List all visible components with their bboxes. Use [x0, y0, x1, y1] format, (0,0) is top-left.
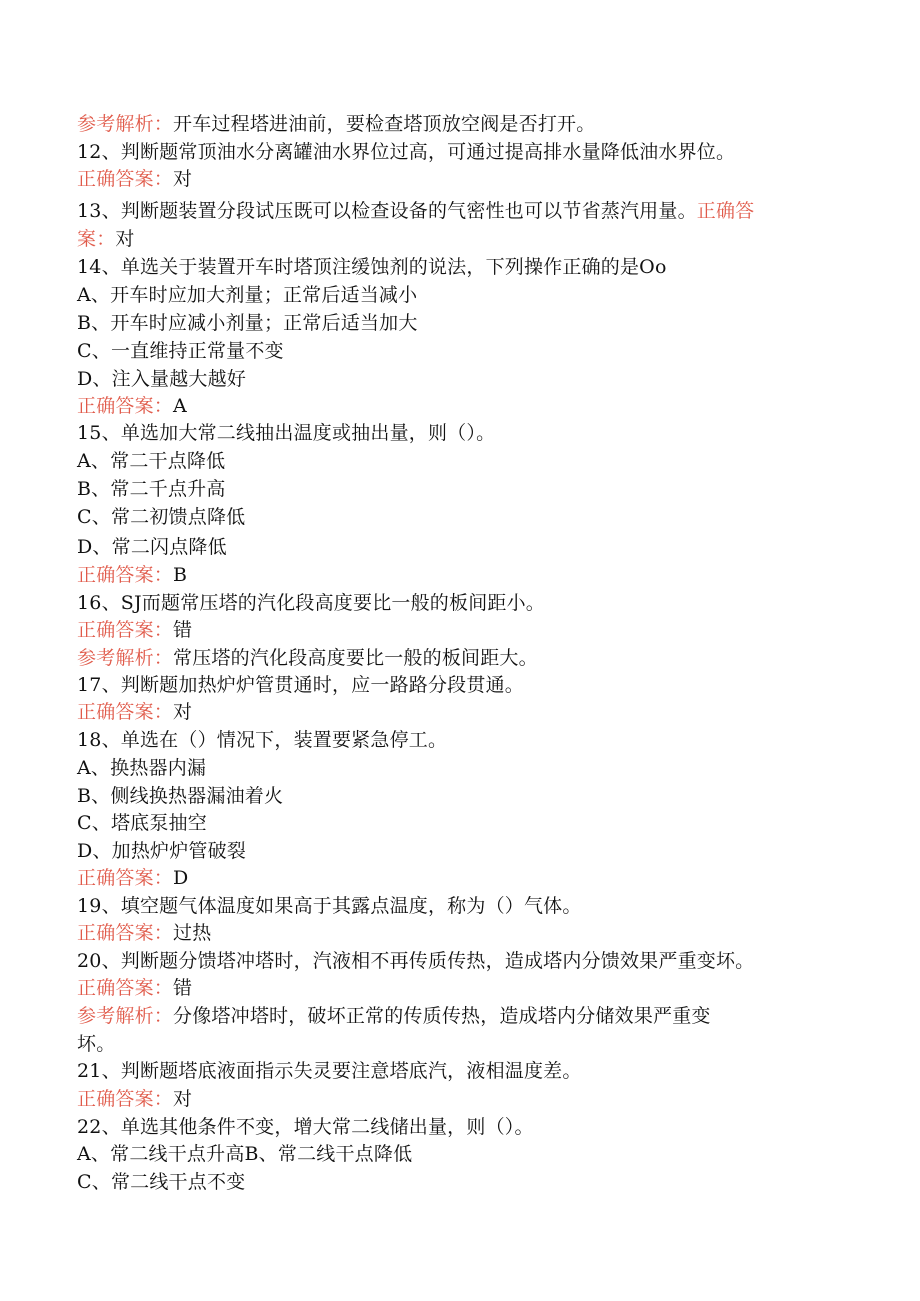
- answer-line: [77, 167, 192, 191]
- option-text: A、常二干点降低: [77, 450, 226, 472]
- option-text: C、常二初馈点降低: [77, 506, 246, 528]
- option-ab: [77, 1142, 412, 1166]
- answer-text: 过热: [173, 922, 212, 944]
- answer-text: A: [173, 395, 187, 417]
- question-text: 22、单选其他条件不变，增大常二线储出量，则（）。: [77, 1116, 534, 1138]
- answer-line: [77, 700, 192, 724]
- option-c: [77, 1170, 245, 1194]
- answer-line: [77, 866, 188, 890]
- option-d: [77, 839, 246, 863]
- question-21: [77, 1059, 582, 1083]
- answer-text: 对: [173, 168, 193, 190]
- label-correct-answer: 正确答案：: [77, 922, 174, 944]
- option-a: [77, 756, 206, 780]
- label-correct-answer: 正确答案：: [77, 867, 174, 889]
- explanation-line: [77, 112, 595, 136]
- label-correct-answer: 正确答案：: [77, 977, 174, 999]
- label-correct-answer-part1: 正确答: [696, 200, 755, 222]
- question-16: [77, 591, 545, 615]
- question-text: 18、单选在（）情况下，装置要紧急停工。: [77, 729, 448, 751]
- option-text: A、常二线干点升高B、常二线干点降低: [77, 1143, 413, 1165]
- question-14: [77, 255, 667, 279]
- explanation-line: [77, 646, 538, 670]
- question-text: 15、单选加大常二线抽出温度或抽出量，则（）。: [77, 422, 496, 444]
- answer-line: [77, 227, 135, 251]
- answer-text: 对: [115, 228, 135, 250]
- question-text: 19、填空题气体温度如果高于其露点温度，称为（）气体。: [77, 895, 582, 917]
- question-text: 13、判断题装置分段试压既可以检查设备的气密性也可以节省蒸汽用量。: [77, 200, 697, 222]
- question-text: 20、判断题分馈塔冲塔时，汽液相不再传质传热，造成塔内分馈效果严重变坏。: [77, 950, 755, 972]
- question-18: [77, 728, 447, 752]
- option-text: A、换热器内漏: [77, 757, 207, 779]
- option-text: D、常二闪点降低: [77, 536, 227, 558]
- answer-text: 对: [173, 701, 193, 723]
- option-text: D、注入量越大越好: [77, 368, 247, 390]
- label-reference-analysis: 参考解析：: [77, 1005, 174, 1027]
- explanation-text: 常压塔的汽化段高度要比一般的板间距大。: [173, 647, 538, 669]
- answer-line: [77, 1087, 192, 1111]
- answer-line: [77, 394, 187, 418]
- answer-text: 错: [173, 619, 193, 641]
- option-c: [77, 339, 284, 363]
- explanation-text: 分像塔冲塔时，破坏正常的传质传热，造成塔内分储效果严重变: [173, 1005, 711, 1027]
- explanation-text: 坏。: [77, 1033, 116, 1055]
- question-15: [77, 421, 495, 445]
- option-b: [77, 477, 226, 501]
- option-text: C、常二线干点不变: [77, 1171, 246, 1193]
- question-text: 21、判断题塔底液面指示失灵要注意塔底汽，液相温度差。: [77, 1060, 582, 1082]
- option-text: A、开车时应加大剂量；正常后适当减小: [77, 284, 418, 306]
- answer-line: [77, 921, 211, 945]
- answer-line: [77, 563, 187, 587]
- question-19: [77, 894, 582, 918]
- option-d: [77, 535, 227, 559]
- explanation-line: [77, 1004, 711, 1028]
- answer-text: D: [173, 867, 189, 889]
- question-17: [77, 673, 524, 697]
- option-c: [77, 505, 245, 529]
- option-c: [77, 811, 207, 835]
- explanation-continued: [77, 1032, 115, 1056]
- label-correct-answer: 正确答案：: [77, 619, 174, 641]
- option-text: D、加热炉炉管破裂: [77, 840, 247, 862]
- question-20: [77, 949, 754, 973]
- label-correct-answer-part2: 案：: [77, 228, 116, 250]
- option-text: B、侧线换热器漏油着火: [77, 785, 284, 807]
- label-correct-answer: 正确答案：: [77, 395, 174, 417]
- answer-text: B: [173, 564, 188, 586]
- option-a: [77, 283, 417, 307]
- question-text: 14、单选关于装置开车时塔顶注缓蚀剂的说法，下列操作正确的是Oo: [77, 256, 667, 278]
- label-correct-answer: 正确答案：: [77, 168, 174, 190]
- option-d: [77, 367, 246, 391]
- question-13: [77, 199, 754, 223]
- answer-line: [77, 976, 192, 1000]
- label-reference-analysis: 参考解析：: [77, 647, 174, 669]
- option-text: B、开车时应减小剂量；正常后适当加大: [77, 312, 418, 334]
- question-12: [77, 140, 735, 164]
- label-correct-answer: 正确答案：: [77, 1088, 174, 1110]
- option-b: [77, 784, 283, 808]
- label-correct-answer: 正确答案：: [77, 564, 174, 586]
- explanation-text: 开车过程塔进油前，要检查塔顶放空阀是否打开。: [173, 113, 596, 135]
- label-correct-answer: 正确答案：: [77, 701, 174, 723]
- option-text: C、塔底泵抽空: [77, 812, 207, 834]
- label-reference-analysis: 参考解析：: [77, 113, 174, 135]
- question-text: 17、判断题加热炉炉管贯通时，应一路路分段贯通。: [77, 674, 524, 696]
- option-text: B、常二千点升高: [77, 478, 226, 500]
- answer-text: 对: [173, 1088, 193, 1110]
- option-b: [77, 311, 418, 335]
- question-text: 12、判断题常顶油水分离罐油水界位过高，可通过提高排水量降低油水界位。: [77, 141, 736, 163]
- answer-text: 错: [173, 977, 193, 999]
- option-text: C、一直维持正常量不变: [77, 340, 284, 362]
- answer-line: [77, 618, 192, 642]
- question-text: 16、SJ而题常压塔的汽化段高度要比一般的板间距小。: [77, 592, 546, 614]
- question-22: [77, 1115, 534, 1139]
- option-a: [77, 449, 225, 473]
